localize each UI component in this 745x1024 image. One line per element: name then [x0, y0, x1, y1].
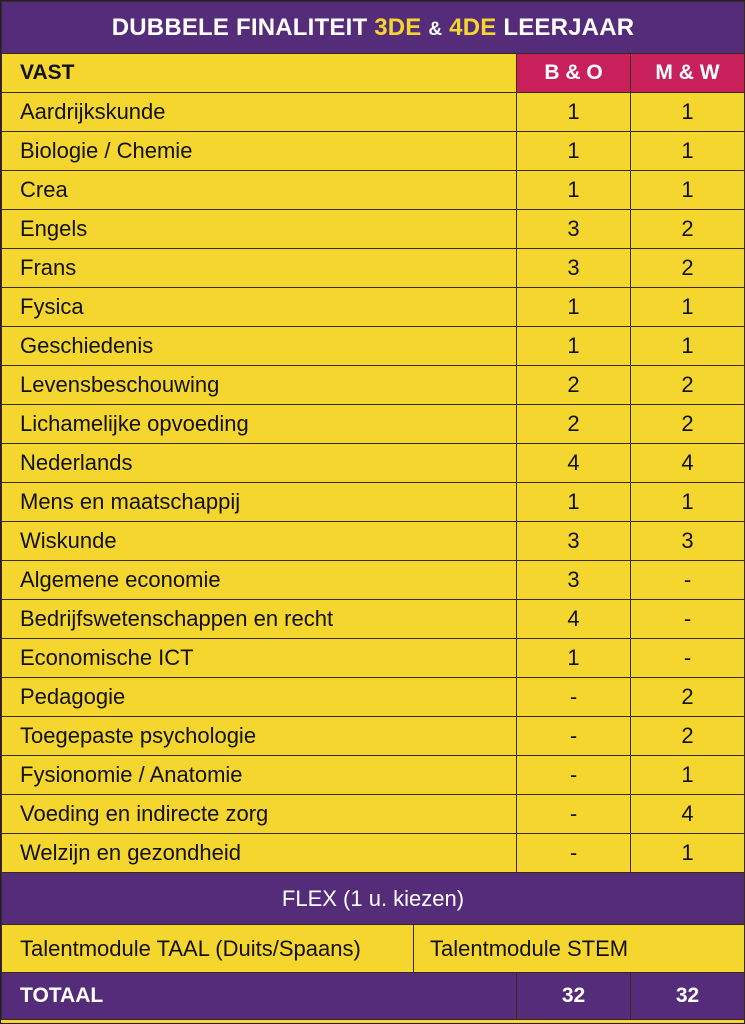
table-row: [2, 444, 745, 483]
table-row: [2, 366, 745, 405]
hours-mw: 2: [631, 249, 745, 288]
hours-bo: 3: [517, 522, 631, 561]
total-label: TOTAAL: [2, 973, 517, 1020]
hours-bo: 1: [517, 93, 631, 132]
title-part1: DUBBELE FINALITEIT: [111, 13, 368, 41]
header-label-vast: VAST: [2, 54, 517, 93]
subject-name: Toegepaste psychologie: [2, 717, 517, 756]
table-row: [2, 93, 745, 132]
subject-name: Fysionomie / Anatomie: [2, 756, 517, 795]
total-row: [2, 973, 745, 1020]
hours-bo: 2: [517, 405, 631, 444]
table-row: [2, 639, 745, 678]
table-row: [2, 756, 745, 795]
subject-name: Aardrijkskunde: [2, 93, 517, 132]
table-row: [2, 210, 745, 249]
subject-name: Frans: [2, 249, 517, 288]
hours-bo: 2: [517, 366, 631, 405]
subject-name: Biologie / Chemie: [2, 132, 517, 171]
table-row: [2, 132, 745, 171]
subject-name: Lichamelijke opvoeding: [2, 405, 517, 444]
subject-name: Algemene economie: [2, 561, 517, 600]
header-row: [2, 54, 745, 93]
subject-name: Welzijn en gezondheid: [2, 834, 517, 873]
hours-mw: 1: [631, 288, 745, 327]
hours-bo: 4: [517, 600, 631, 639]
hours-mw: 1: [631, 483, 745, 522]
flex-row: [2, 873, 745, 925]
table-row: [2, 834, 745, 873]
hours-mw: 4: [631, 795, 745, 834]
subject-name: Bedrijfswetenschappen en recht: [2, 600, 517, 639]
hours-mw: -: [631, 639, 745, 678]
table-row: [2, 600, 745, 639]
talentmodule-taal: Talentmodule TAAL (Duits/Spaans): [2, 925, 414, 973]
subject-name: Wiskunde: [2, 522, 517, 561]
subject-name: Mens en maatschappij: [2, 483, 517, 522]
subject-name: Fysica: [2, 288, 517, 327]
hours-bo: 1: [517, 288, 631, 327]
hours-bo: 1: [517, 327, 631, 366]
flex-label: FLEX (1 u. kiezen): [2, 873, 745, 925]
hours-mw: -: [631, 600, 745, 639]
header-col-bo: B & O: [517, 54, 631, 93]
hours-mw: 2: [631, 405, 745, 444]
hours-bo: 3: [517, 210, 631, 249]
subject-name: Crea: [2, 171, 517, 210]
hours-mw: 2: [631, 717, 745, 756]
title-ampersand: &: [428, 18, 443, 40]
title-grade-4: 4DE: [449, 13, 497, 41]
hours-bo: 3: [517, 249, 631, 288]
hours-mw: 1: [631, 93, 745, 132]
table-row: [2, 795, 745, 834]
title-grade-3: 3DE: [374, 13, 422, 41]
page-title: [2, 2, 745, 54]
subject-name: Pedagogie: [2, 678, 517, 717]
total-mw: 32: [631, 973, 745, 1020]
hours-mw: 1: [631, 132, 745, 171]
hours-mw: 2: [631, 366, 745, 405]
module-row: [2, 925, 745, 973]
hours-bo: 1: [517, 171, 631, 210]
table-row: [2, 483, 745, 522]
hours-bo: 3: [517, 561, 631, 600]
hours-mw: -: [631, 561, 745, 600]
curriculum-table: [1, 1, 745, 1020]
hours-mw: 2: [631, 678, 745, 717]
hours-bo: 1: [517, 132, 631, 171]
subject-name: Nederlands: [2, 444, 517, 483]
table-row: [2, 561, 745, 600]
hours-bo: -: [517, 678, 631, 717]
subject-name: Economische ICT: [2, 639, 517, 678]
subject-name: Voeding en indirecte zorg: [2, 795, 517, 834]
subject-name: Engels: [2, 210, 517, 249]
hours-bo: 1: [517, 639, 631, 678]
table-row: [2, 171, 745, 210]
hours-mw: 1: [631, 834, 745, 873]
table-row: [2, 405, 745, 444]
total-bo: 32: [517, 973, 631, 1020]
hours-mw: 1: [631, 327, 745, 366]
table-row: [2, 717, 745, 756]
table-row: [2, 288, 745, 327]
talentmodule-stem: Talentmodule STEM: [414, 925, 745, 973]
subject-name: Geschiedenis: [2, 327, 517, 366]
hours-bo: -: [517, 717, 631, 756]
title-row: [2, 2, 745, 54]
hours-mw: 3: [631, 522, 745, 561]
table-row: [2, 522, 745, 561]
hours-mw: 1: [631, 756, 745, 795]
hours-mw: 2: [631, 210, 745, 249]
table-row: [2, 678, 745, 717]
header-col-mw: M & W: [631, 54, 745, 93]
hours-mw: 1: [631, 171, 745, 210]
hours-mw: 4: [631, 444, 745, 483]
title-part2: LEERJAAR: [503, 13, 635, 41]
table-row: [2, 327, 745, 366]
table-row: [2, 249, 745, 288]
hours-bo: -: [517, 795, 631, 834]
hours-bo: -: [517, 834, 631, 873]
hours-bo: 4: [517, 444, 631, 483]
subject-name: Levensbeschouwing: [2, 366, 517, 405]
hours-bo: 1: [517, 483, 631, 522]
hours-bo: -: [517, 756, 631, 795]
